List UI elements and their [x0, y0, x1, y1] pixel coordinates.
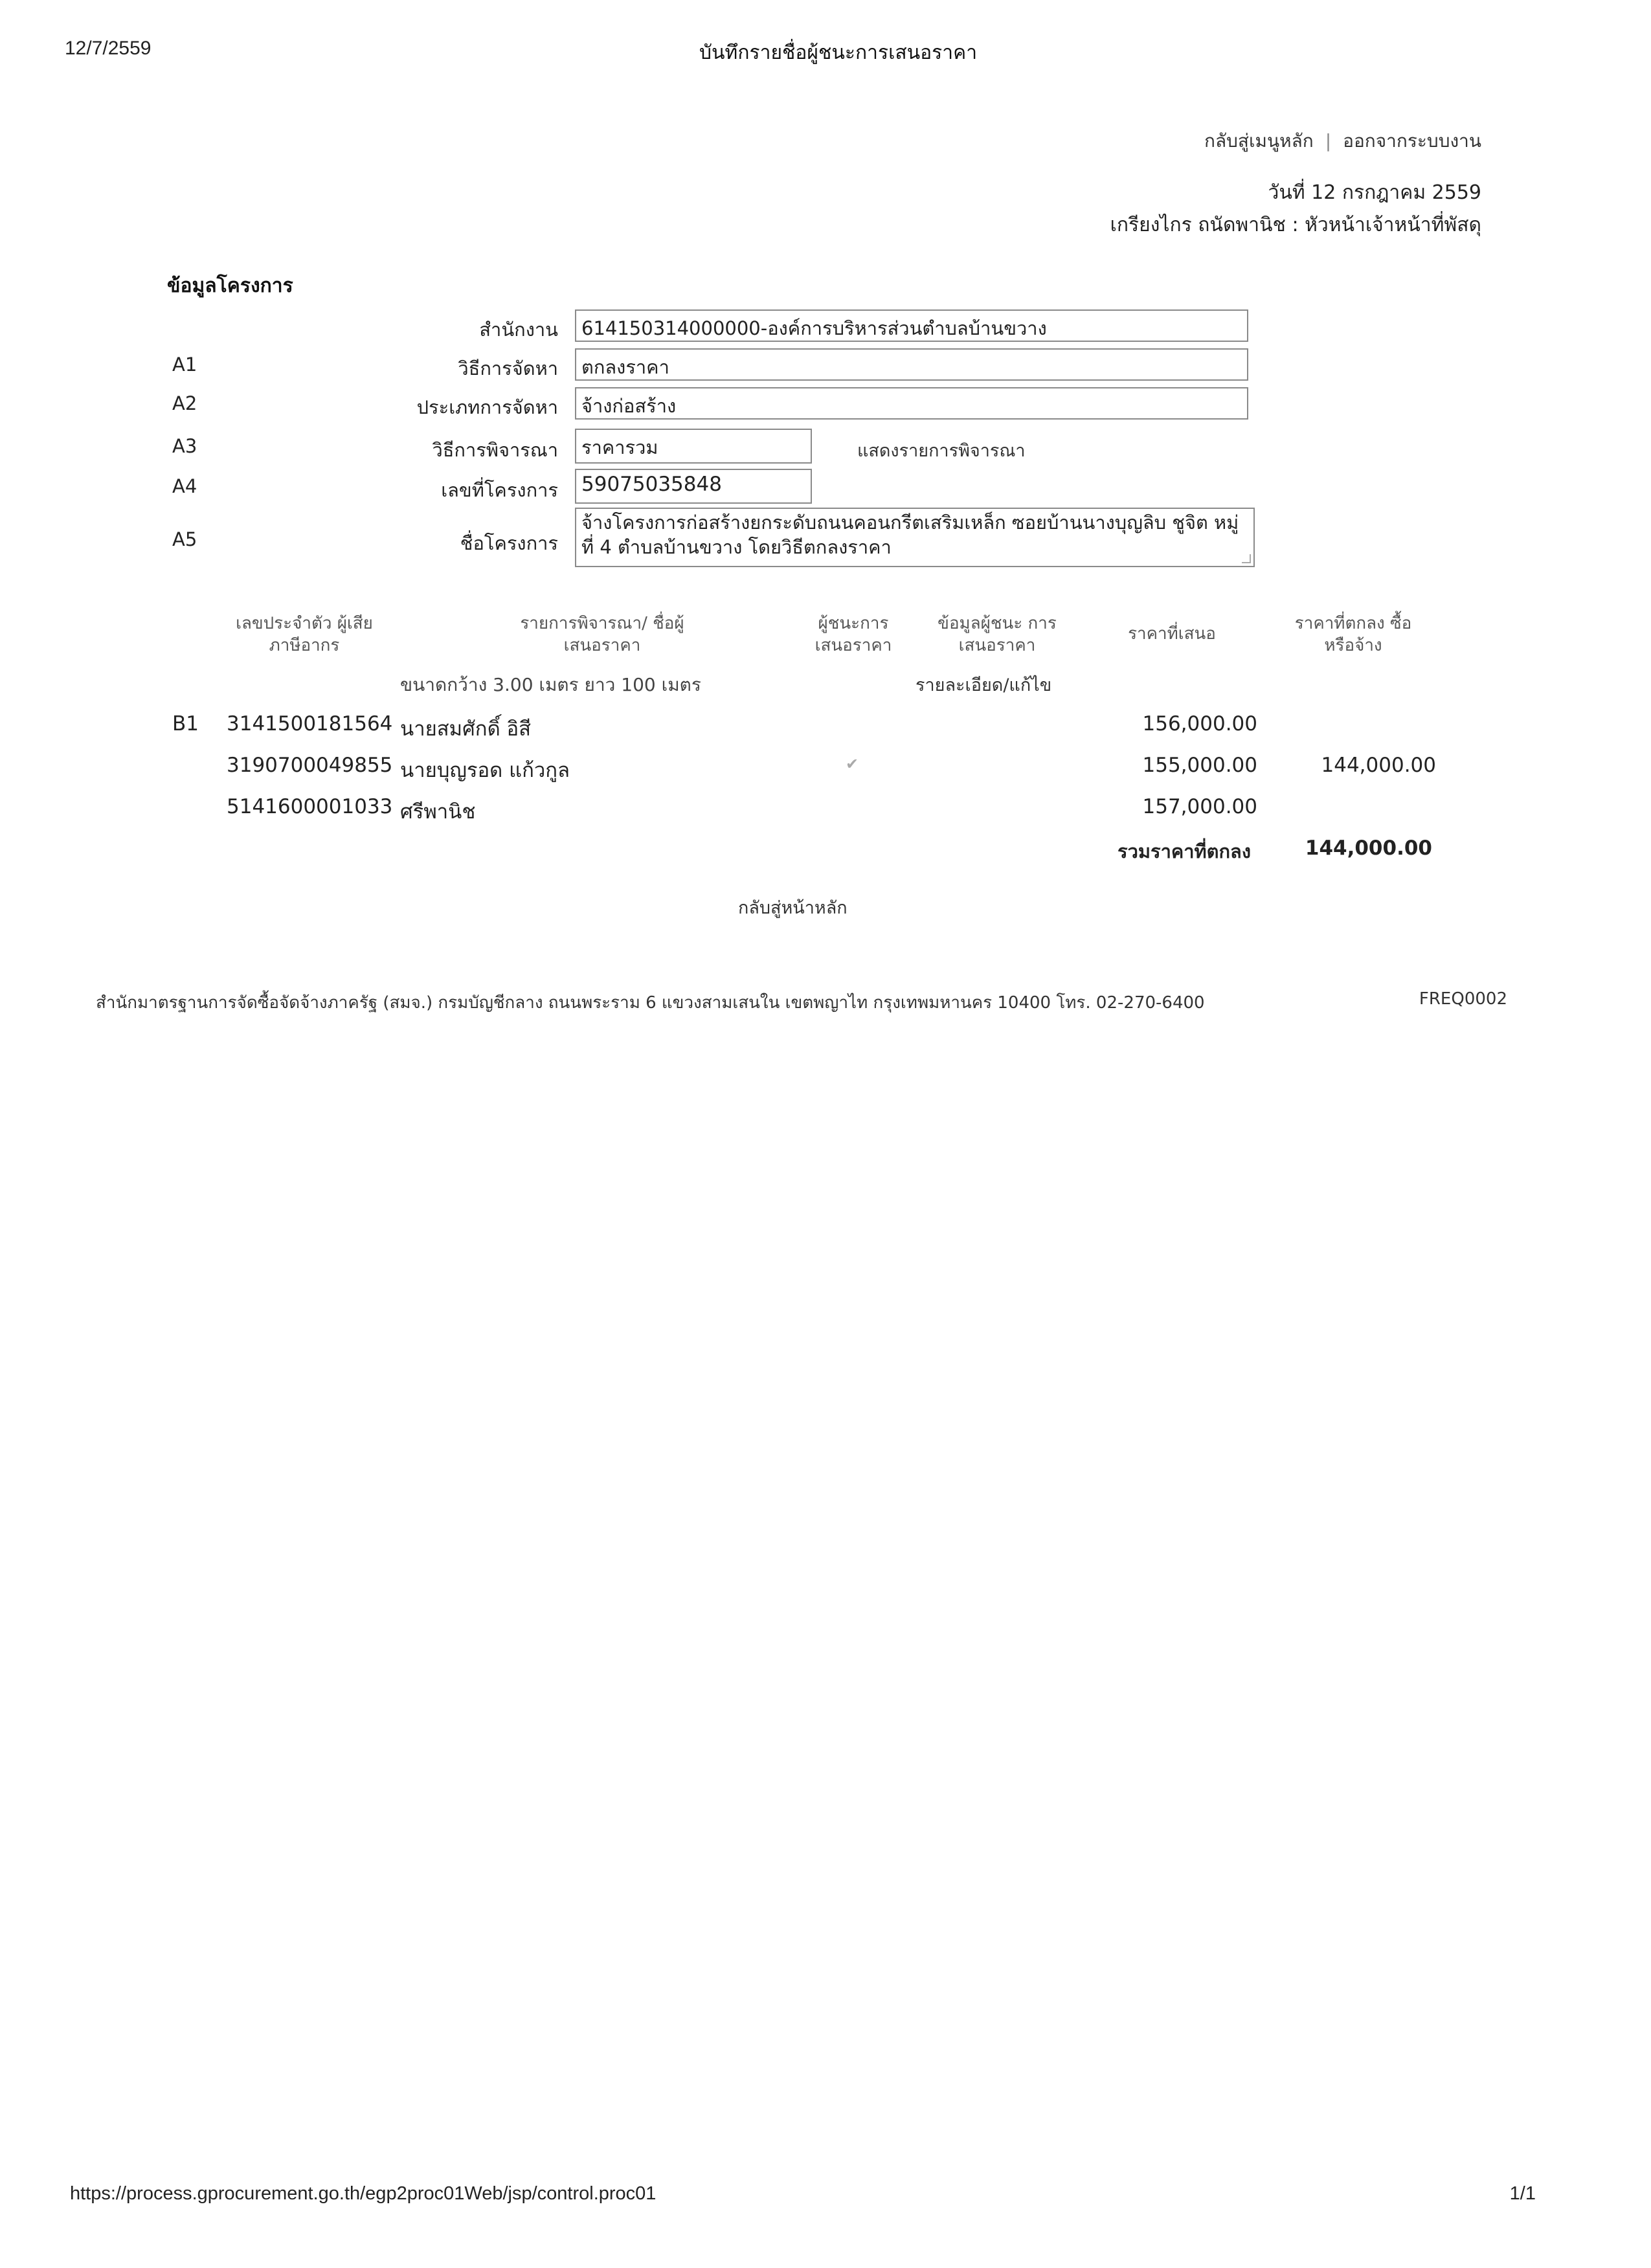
- row-code-a3: A3: [172, 435, 197, 457]
- offered-price: 156,000.00: [1142, 712, 1257, 735]
- footer-org: สำนักมาตรฐานการจัดซื้อจัดจ้างภาครัฐ (สมจ.) กรมบัญชีกลาง ถนนพระราม 6 แขวงสามเสนใน เขตพญาไท กรุงเทพมหานคร 10400 โทร. 02-270-6400: [96, 993, 1205, 1013]
- bidder-tax-id: 3190700049855: [227, 754, 393, 777]
- print-date: 12/7/2559: [65, 38, 152, 59]
- total-label: รวมราคาที่ตกลง: [1118, 840, 1251, 862]
- main-menu-link[interactable]: กลับสู่เมนูหลัก: [1204, 130, 1314, 152]
- header-item: รายการพิจารณา/ ชื่อผู้เสนอราคา: [520, 614, 684, 655]
- field-label-project-name: ชื่อโครงการ: [460, 532, 558, 554]
- project-number-field[interactable]: 59075035848: [575, 469, 812, 504]
- header-winner: ผู้ชนะการ เสนอราคา: [814, 614, 892, 655]
- offered-price: 155,000.00: [1142, 754, 1257, 777]
- office-field[interactable]: 614150314000000-องค์การบริหารส่วนตำบลบ้านขวาง: [575, 309, 1248, 342]
- project-name-field[interactable]: [575, 508, 1255, 567]
- bidder-tax-id: 3141500181564: [227, 712, 393, 735]
- row-code-b1: B1: [172, 712, 199, 735]
- procurement-type-field[interactable]: จ้างก่อสร้าง: [575, 387, 1248, 420]
- header-offered-price: ราคาที่เสนอ: [1128, 624, 1216, 644]
- page-number: 1/1: [1509, 2183, 1536, 2204]
- winner-check-icon[interactable]: ✔: [846, 755, 859, 773]
- page-title: บันทึกรายชื่อผู้ชนะการเสนอราคา: [699, 41, 978, 64]
- bidder-name: ศรีพานิช: [400, 800, 476, 824]
- top-nav: [1204, 127, 1481, 155]
- row-code-a5: A5: [172, 528, 197, 550]
- show-criteria-link[interactable]: แสดงรายการพิจารณา: [857, 441, 1026, 461]
- bidder-name: นายบุญรอด แก้วกูล: [400, 759, 570, 782]
- field-label-evaluation-method: วิธีการพิจารณา: [432, 439, 558, 461]
- row-code-a4: A4: [172, 475, 197, 497]
- detail-edit-link[interactable]: รายละเอียด/แก้ไข: [915, 675, 1052, 695]
- textarea-resize-handle[interactable]: [1242, 554, 1251, 563]
- form-code: FREQ0002: [1419, 989, 1507, 1009]
- agreed-price: 144,000.00: [1321, 754, 1436, 777]
- field-label-procurement-type: ประเภทการจัดหา: [416, 396, 558, 418]
- procurement-method-field[interactable]: ตกลงราคา: [575, 348, 1248, 381]
- section-title: ข้อมูลโครงการ: [167, 275, 293, 297]
- header-tax-id: เลขประจำตัว ผู้เสียภาษีอากร: [236, 614, 373, 655]
- page-url: https://process.gprocurement.go.th/egp2proc01Web/jsp/control.proc01: [70, 2183, 657, 2204]
- row-code-a1: A1: [172, 354, 197, 376]
- nav-separator: |: [1325, 130, 1332, 152]
- evaluation-method-field[interactable]: ราคารวม: [575, 429, 812, 464]
- row-code-a2: A2: [172, 392, 197, 414]
- total-value: 144,000.00: [1305, 836, 1432, 860]
- report-date: วันที่ 12 กรกฎาคม 2559: [1268, 181, 1481, 204]
- field-label-office: สำนักงาน: [479, 319, 558, 341]
- item-description: ขนาดกว้าง 3.00 เมตร ยาว 100 เมตร: [400, 674, 701, 695]
- project-name-text: จ้างโครงการก่อสร้างยกระดับถนนคอนกรีตเสริมเหล็ก ซอยบ้านนางบุญลิบ ชูจิต หมู่ที่ 4 ตำบลบ้านขวาง โดยวิธีตกลงราคา: [581, 511, 1239, 558]
- offered-price: 157,000.00: [1142, 795, 1257, 818]
- field-label-procurement-method: วิธีการจัดหา: [458, 357, 558, 379]
- header-agreed-price: ราคาที่ตกลง ซื้อหรือจ้าง: [1294, 614, 1412, 655]
- logout-link[interactable]: ออกจากระบบงาน: [1343, 130, 1481, 152]
- user-info: เกรียงไกร ถนัดพานิช : หัวหน้าเจ้าหน้าที่พัสดุ: [1110, 214, 1481, 236]
- field-label-project-number: เลขที่โครงการ: [441, 479, 558, 501]
- bidder-name: นายสมศักดิ์ อิสี: [400, 717, 532, 741]
- bidder-tax-id: 5141600001033: [227, 795, 393, 818]
- back-to-main-link[interactable]: กลับสู่หน้าหลัก: [738, 898, 848, 918]
- header-winner-info: ข้อมูลผู้ชนะ การเสนอราคา: [938, 614, 1057, 655]
